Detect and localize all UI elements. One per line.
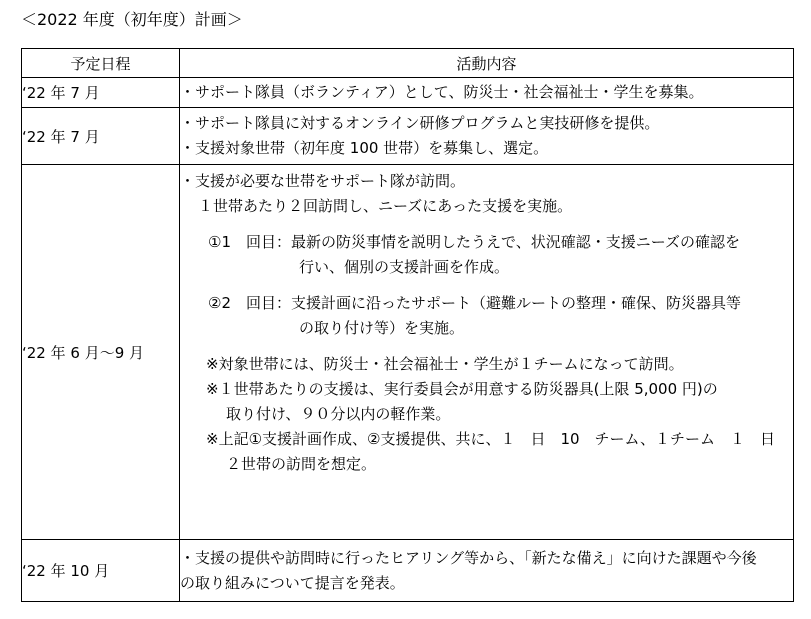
activity-line: ・サポート隊員に対するオンライン研修プログラムと実技研修を提供。 bbox=[180, 114, 660, 132]
activity-line: の取り組みについて提言を発表。 bbox=[180, 573, 405, 592]
activity-line: の取り付け等）を実施。 bbox=[299, 319, 465, 337]
row-activity bbox=[180, 78, 794, 108]
table-row bbox=[22, 78, 794, 108]
row-activity bbox=[180, 165, 794, 540]
activity-line: ①1 回目：最新の防災事情を説明したうえで、状況確認・支援ニーズの確認を bbox=[208, 233, 740, 251]
activity-line: ②2 回目：支援計画に沿ったサポート（避難ルートの整理・確保、防災器具等 bbox=[208, 294, 741, 312]
row-date: ‘22 年 7 月 bbox=[22, 78, 180, 108]
table-row bbox=[22, 108, 794, 165]
activity-line: ※対象世帯には、防災士・社会福祉士・学生が１チームになって訪問。 bbox=[206, 355, 684, 373]
row-activity bbox=[180, 108, 794, 165]
activity-line: ・支援対象世帯（初年度 100 世帯）を募集し、選定。 bbox=[180, 139, 549, 157]
table-header-row bbox=[22, 49, 794, 78]
row-date: ‘22 年 10 月 bbox=[22, 540, 180, 602]
activity-line: ※１世帯あたりの支援は、実行委員会が用意する防災器具(上限 5,000 円)の bbox=[206, 380, 718, 398]
activity-line: ・支援の提供や訪問時に行ったヒアリング等から、「新たな備え」に向けた課題や今後 bbox=[180, 548, 757, 567]
activity-line: ※上記①支援計画作成、②支援提供、共に、１ 日 10 チーム、１チーム １ 日 bbox=[206, 430, 776, 448]
activity-line: ２世帯の訪問を想定。 bbox=[226, 455, 377, 473]
row-activity bbox=[180, 540, 794, 602]
row-date: ‘22 年 6 月～9 月 bbox=[22, 165, 180, 540]
activity-line: ・支援が必要な世帯をサポート隊が訪問。 bbox=[180, 172, 466, 190]
plan-table bbox=[21, 48, 794, 602]
row-date: ‘22 年 7 月 bbox=[22, 108, 180, 165]
column-header-activity: 活動内容 bbox=[180, 49, 794, 78]
activity-line: １世帯あたり２回訪問し、ニーズにあった支援を実施。 bbox=[198, 197, 573, 215]
table-row bbox=[22, 540, 794, 602]
activity-line: 行い、個別の支援計画を作成。 bbox=[299, 258, 510, 276]
table-row bbox=[22, 165, 794, 540]
activity-line: ・サポート隊員（ボランティア）として、防災士・社会福祉士・学生を募集。 bbox=[180, 83, 704, 101]
column-header-schedule: 予定日程 bbox=[22, 49, 180, 78]
page-title: ＜2022 年度（初年度）計画＞ bbox=[21, 10, 243, 29]
activity-line: 取り付け、９０分以内の軽作業。 bbox=[226, 405, 451, 423]
